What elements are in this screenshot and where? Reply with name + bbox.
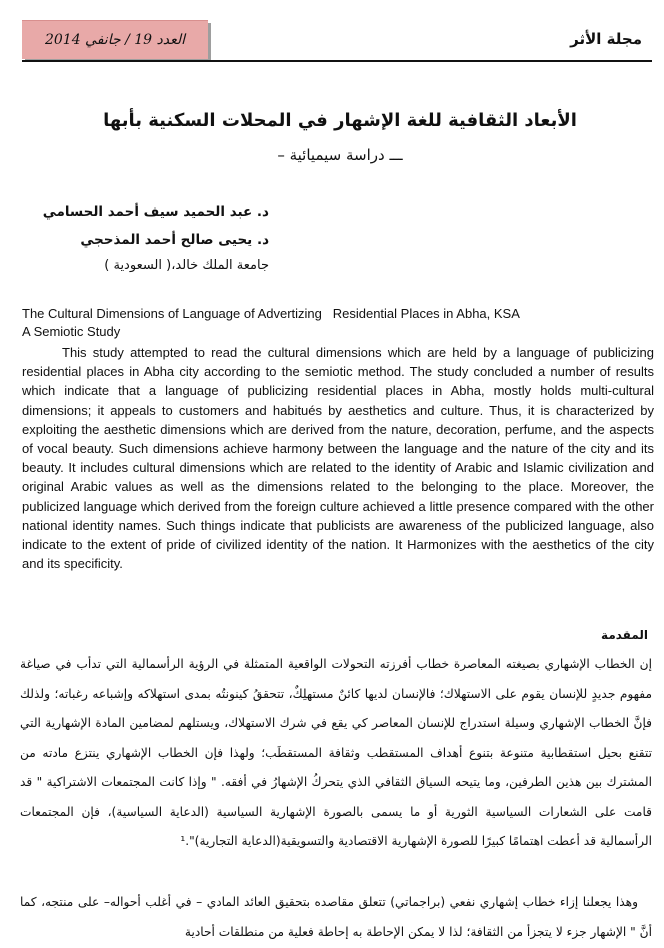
header-rule: [22, 60, 652, 62]
issue-badge: العدد 19 / جانفي 2014: [22, 20, 208, 59]
article-subtitle: ـــ دراسة سيميائية –: [277, 146, 403, 164]
english-subtitle: A Semiotic Study: [22, 324, 121, 339]
author-1: د. عبد الحميد سيف أحمد الحسامي: [42, 204, 269, 220]
journal-logo: مجلة الأثر: [570, 30, 642, 48]
english-abstract: This study attempted to read the cultural dimensions which are held by a language of publicizing residential places in Abha city according to the semiotic method. The study concluded a number of results which indicate that a language of publicizing residential places in Abha, mostly holds multi-cultural dimensions; it appeals to customers and habitués by aesthetics and culture. Thus, it is characterized by exploiting the aesthetic dimensions which are derived from the nature, decoration, perfume, and the aspects of vocal beauty. Such dimensions achieve harmony between the language and the nature of the city and its beauty. It includes cultural dimensions which are related to the identity of Arabic and Islamic civilization and original Arabic values as well as the dimensions related to the belonging to the place. Moreover, the publicized language which derived from the foreign culture achieved a little presence compared with the other national identity names. Such things indicate that publicists are awareness of the publicized language, also indicate to the extent of pride of civilized identity of the nation. It Harmonizes with the aesthetics of the city and its specificity.: [22, 345, 654, 572]
introduction-heading: المقدمة: [601, 628, 648, 642]
introduction-paragraph-1: إن الخطاب الإشهاري بصيغته المعاصرة خطاب أفرزته التحولات الواقعية المتمثلة في الرؤية الرأسمالية التي تدأب في صياغة مفهوم جديدٍ للإنسان يقوم على الاستهلاك؛ فالإنسان لديها كائنٌ مستهلِكٌ، تتحققُ كينونتُه بمدى استهلاكه وإشباعه رغباته؛ ولذلك فإنَّ الخطاب الإشهاري وسيلة استدراج للإنسان المعاصر كي يقع في شرك الاستهلاك، ويستلهم لمضامين المادة الإشهارية التي تتقنع بحيل استقطابية متنوعة بتنوع أهداف المستقطب وثقافة المستقطَب؛ ولهذا فإن الخطاب الإشهاري ينتزع مادته من المشترك بين هذين الطرفين، وما يتيحه السياق الثقافي الذي يتحركُ الإشهارُ في أفقه. " وإذا كانت المجتمعات الاشتراكية " قد قامت على الشعارات السياسية الثورية أو ما يسمى بالصورة الإشهارية السياسية (الدعاية السياسية)، فإن المجتمعات الرأسمالية قد أعطت اهتمامًا كبيرًا للصورة الإشهارية الاقتصادية والتسويقية(الدعاية التجارية)".¹: [20, 657, 652, 848]
english-title: The Cultural Dimensions of Language of Advertizing Residential Places in Abha, KSA: [22, 306, 520, 321]
introduction-paragraph-2: وهذا يجعلنا إزاء خطاب إشهاري نفعي (براجماتي) تتعلق مقاصده بتحقيق العائد المادي – في أغلب أحواله– على منتجه، كما أنَّ " الإشهار جزء لا يتجزأ من الثقافة؛ لذا لا يمكن الإحاطة به إحاطة فعلية من منطلقات أحادية: [20, 895, 652, 939]
article-title: الأبعاد الثقافية للغة الإشهار في المحلات السكنية بأبها: [103, 110, 577, 131]
page-header: [0, 0, 664, 60]
author-2: د. يحيى صالح أحمد المذحجي: [80, 232, 269, 248]
author-affiliation: جامعة الملك خالد،( السعودية ): [104, 258, 269, 273]
